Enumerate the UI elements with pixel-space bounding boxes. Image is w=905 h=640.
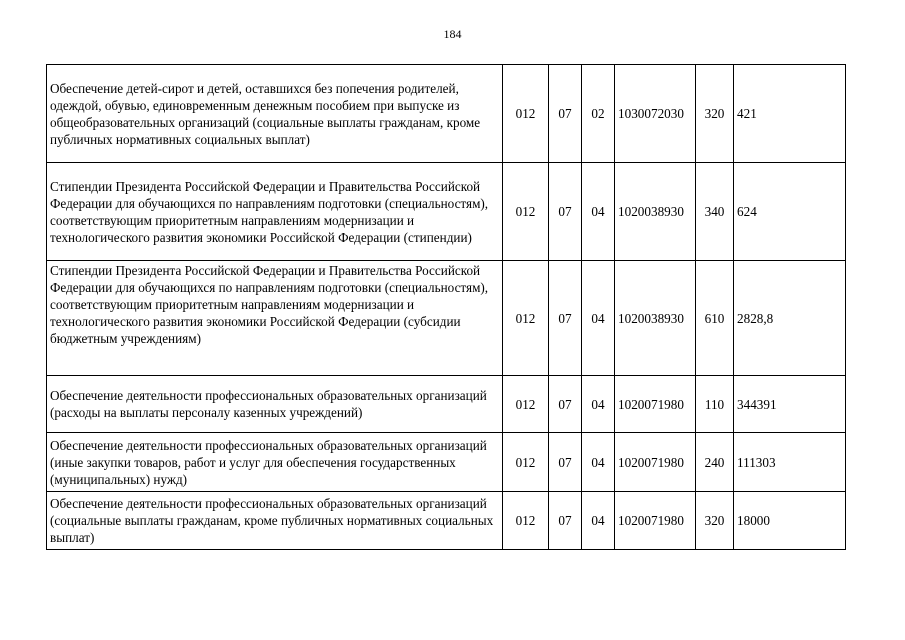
ministry-code: 012 — [503, 261, 549, 376]
section-code: 07 — [549, 261, 582, 376]
section-code: 07 — [549, 433, 582, 492]
expense-type-code: 320 — [696, 65, 734, 163]
expense-description: Обеспечение детей-сирот и детей, оставшихся без попечения родителей, одеждой, обувью, единовременным денежным пособием при выпуске из общеобразовательных организаций (социальные выплаты гражданам, кроме публичных нормативных социальных выплат) — [47, 65, 503, 163]
subsection-code: 04 — [582, 376, 615, 433]
target-article-code: 1020071980 — [615, 376, 696, 433]
target-article-code: 1020071980 — [615, 492, 696, 550]
section-code: 07 — [549, 65, 582, 163]
subsection-code: 04 — [582, 433, 615, 492]
amount-value: 2828,8 — [734, 261, 846, 376]
subsection-code: 02 — [582, 65, 615, 163]
section-code: 07 — [549, 376, 582, 433]
amount-value: 18000 — [734, 492, 846, 550]
target-article-code: 1020038930 — [615, 261, 696, 376]
ministry-code: 012 — [503, 65, 549, 163]
expense-type-code: 340 — [696, 163, 734, 261]
section-code: 07 — [549, 492, 582, 550]
table-row — [47, 376, 846, 433]
expense-type-code: 610 — [696, 261, 734, 376]
amount-value: 111303 — [734, 433, 846, 492]
subsection-code: 04 — [582, 163, 615, 261]
table-row — [47, 492, 846, 550]
subsection-code: 04 — [582, 261, 615, 376]
budget-table — [46, 64, 846, 550]
ministry-code: 012 — [503, 163, 549, 261]
expense-type-code: 110 — [696, 376, 734, 433]
page-number: 184 — [443, 27, 462, 41]
ministry-code: 012 — [503, 433, 549, 492]
expense-description: Стипендии Президента Российской Федерации и Правительства Российской Федерации для обучающихся по направлениям подготовки (специальностям), соответствующим приоритетным направлениям модернизации и технологического развития экономики Российской Федерации (стипендии) — [47, 163, 503, 261]
target-article-code: 1020038930 — [615, 163, 696, 261]
table-row — [47, 433, 846, 492]
expense-type-code: 240 — [696, 433, 734, 492]
expense-description: Обеспечение деятельности профессиональных образовательных организаций (социальные выплаты гражданам, кроме публичных нормативных социальных выплат) — [47, 492, 503, 550]
amount-value: 421 — [734, 65, 846, 163]
section-code: 07 — [549, 163, 582, 261]
amount-value: 624 — [734, 163, 846, 261]
target-article-code: 1020071980 — [615, 433, 696, 492]
expense-description: Стипендии Президента Российской Федерации и Правительства Российской Федерации для обучающихся по направлениям подготовки (специальностям), соответствующим приоритетным направлениям модернизации и технологического развития экономики Российской Федерации (субсидии бюджетным учреждениям) — [47, 261, 503, 376]
target-article-code: 1030072030 — [615, 65, 696, 163]
ministry-code: 012 — [503, 492, 549, 550]
ministry-code: 012 — [503, 376, 549, 433]
amount-value: 344391 — [734, 376, 846, 433]
expense-type-code: 320 — [696, 492, 734, 550]
subsection-code: 04 — [582, 492, 615, 550]
expense-description: Обеспечение деятельности профессиональных образовательных организаций (иные закупки товаров, работ и услуг для обеспечения государственных (муниципальных) нужд) — [47, 433, 503, 492]
table-row — [47, 65, 846, 163]
table-row — [47, 261, 846, 376]
expense-description: Обеспечение деятельности профессиональных образовательных организаций (расходы на выплаты персоналу казенных учреждений) — [47, 376, 503, 433]
table-row — [47, 163, 846, 261]
